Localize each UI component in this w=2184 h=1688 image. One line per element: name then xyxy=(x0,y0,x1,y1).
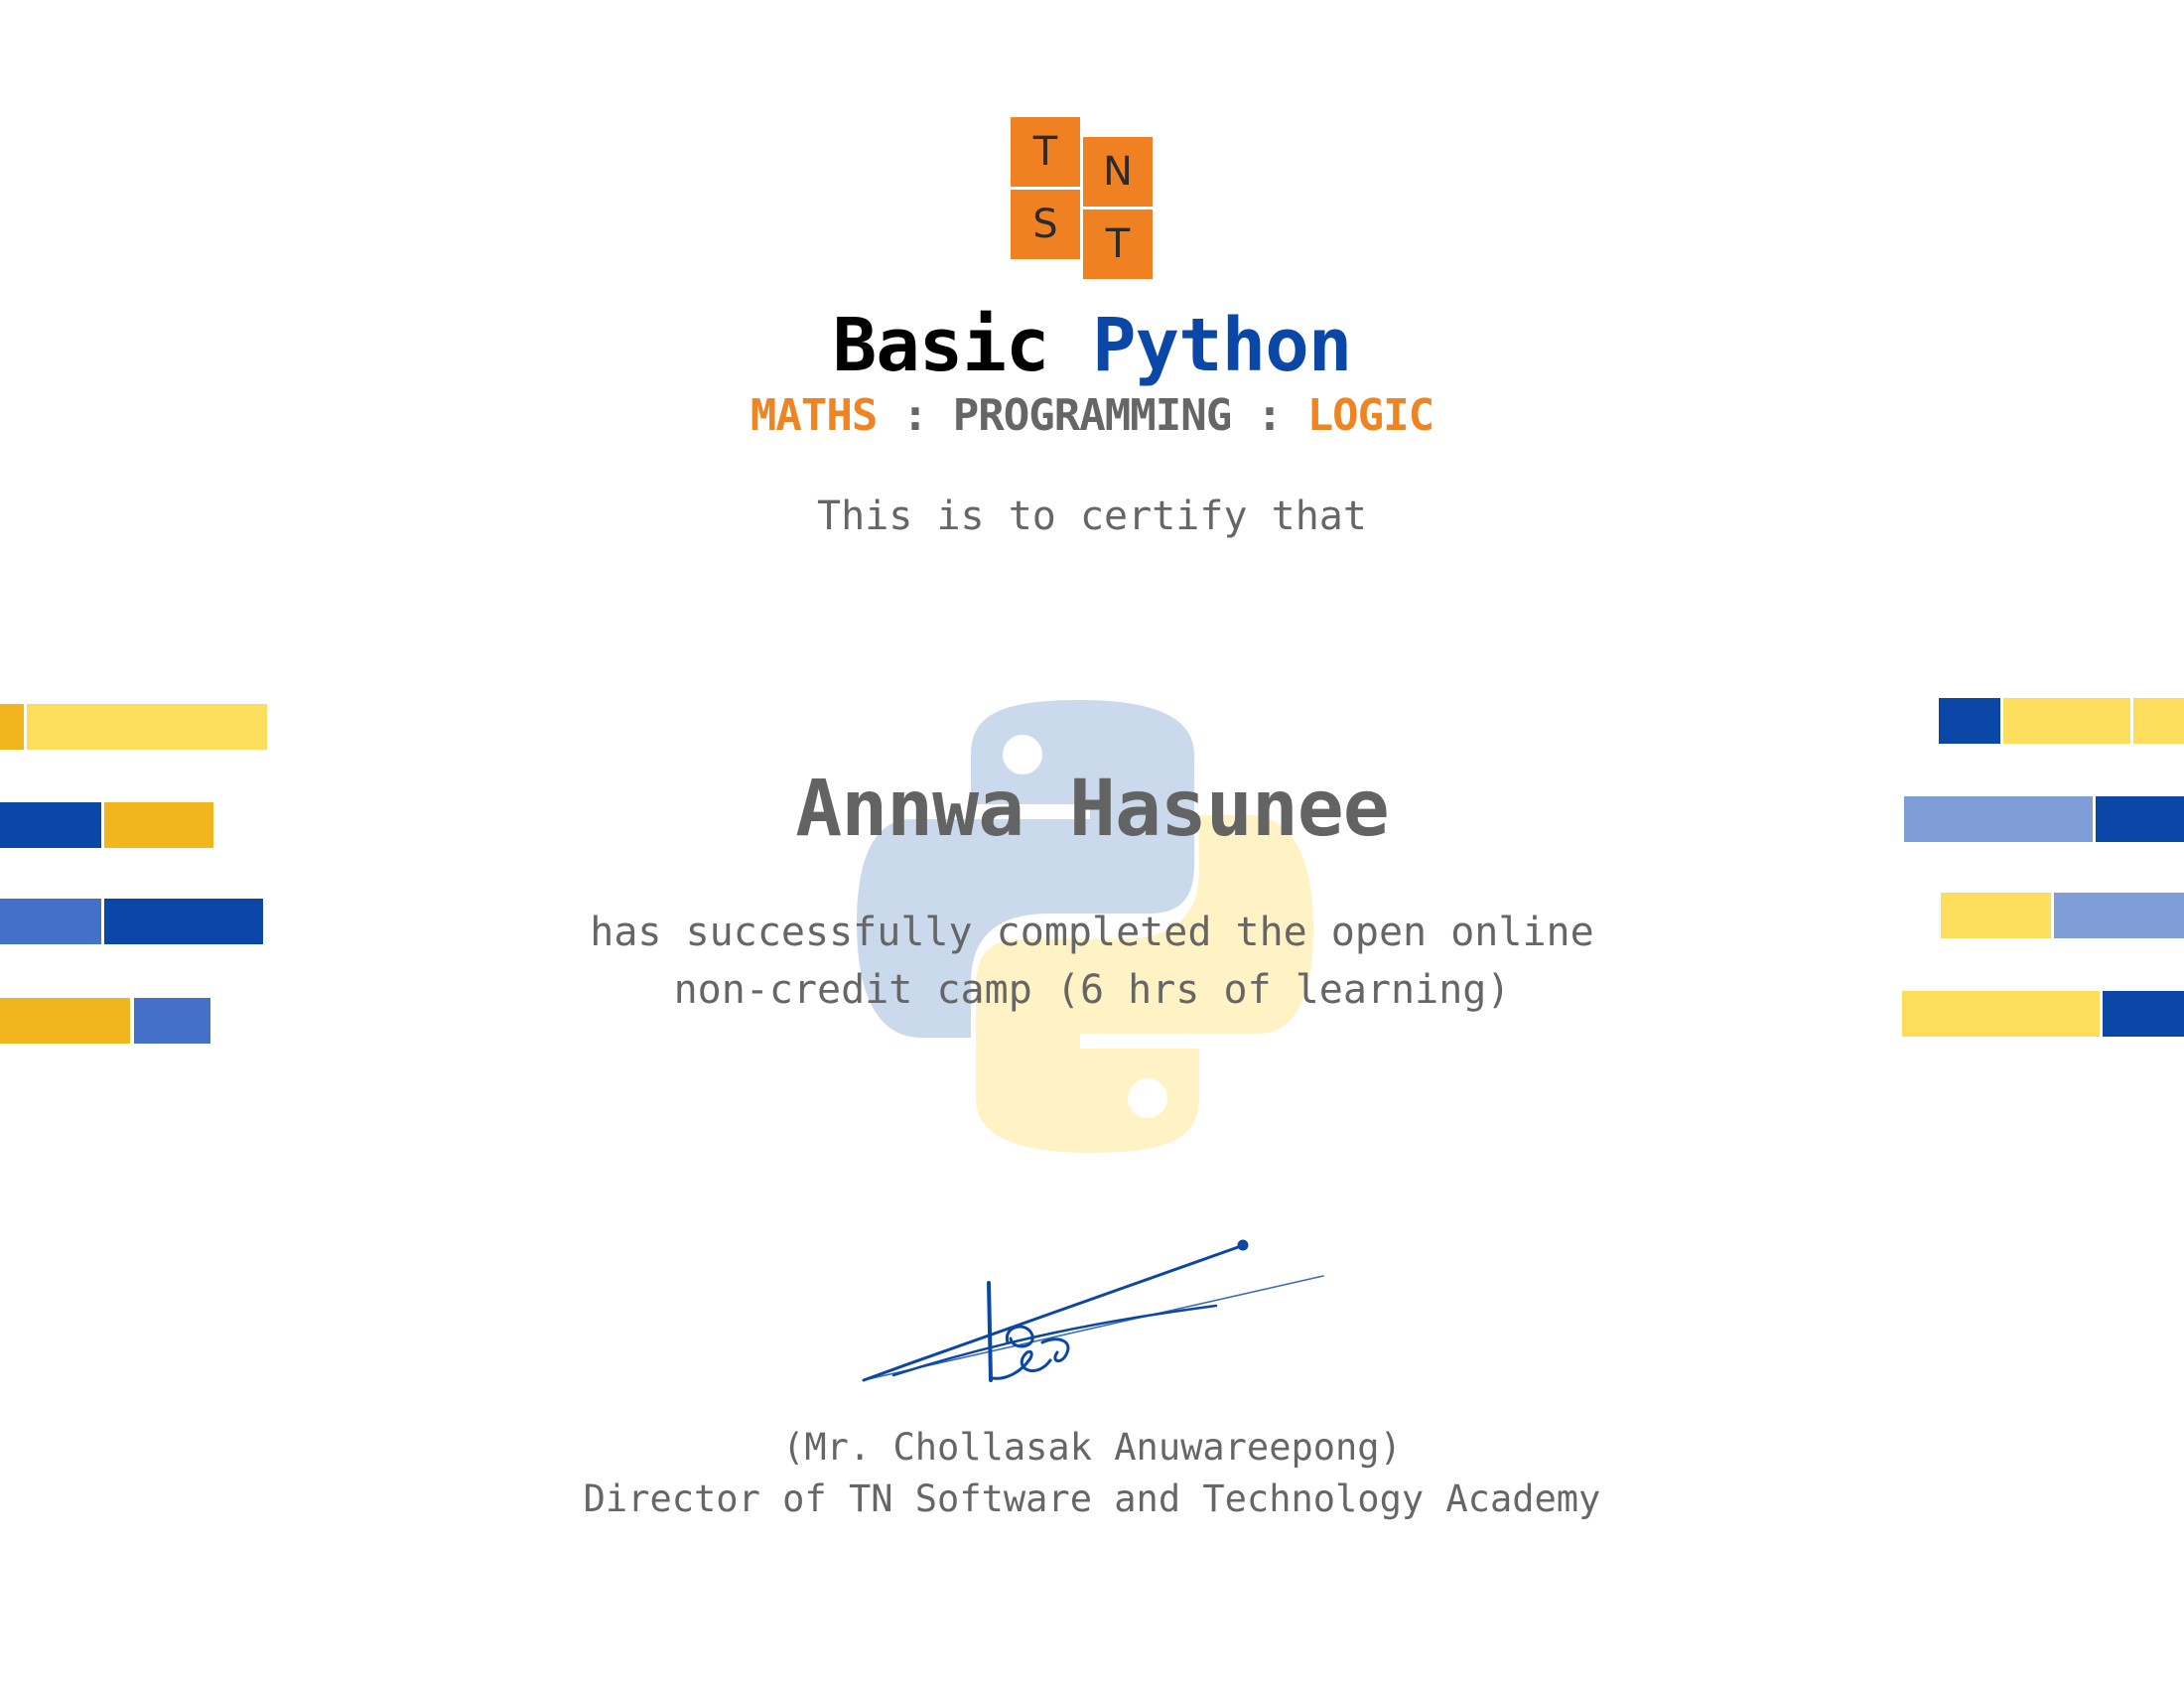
decor-bar xyxy=(1904,796,2093,842)
certify-intro: This is to certify that xyxy=(817,493,1367,539)
decor-bar xyxy=(0,802,101,848)
decor-bar xyxy=(1902,991,2100,1037)
completion-statement xyxy=(0,904,2184,1019)
certificate-title xyxy=(0,303,2184,388)
tagline-programming: PROGRAMMING xyxy=(952,390,1232,441)
logo-tile-s: S xyxy=(1011,190,1080,259)
tnst-logo-icon xyxy=(1011,117,1155,278)
logo-tile-t2: T xyxy=(1083,210,1153,279)
decor-bar xyxy=(104,899,263,944)
completion-line-1: has successfully completed the open online xyxy=(590,910,1594,955)
logo-tile-n: N xyxy=(1083,137,1153,207)
signer-position: Director of TN Software and Technology Academy xyxy=(583,1477,1601,1520)
decor-bar xyxy=(0,998,130,1044)
decor-bar xyxy=(1939,698,2000,744)
logo-tile-t: T xyxy=(1011,117,1080,187)
decor-bar xyxy=(2133,698,2184,744)
decor-bar xyxy=(2054,893,2184,938)
tagline-separator: : xyxy=(877,390,953,441)
decor-bar xyxy=(2096,796,2184,842)
completion-line-2: non-credit camp (6 hrs of learning) xyxy=(673,967,1511,1013)
decor-bar xyxy=(0,899,101,944)
tagline xyxy=(0,390,2184,441)
decor-bar xyxy=(134,998,210,1044)
recipient-name: Annwa Hasunee xyxy=(795,765,1389,854)
decor-bar xyxy=(2103,991,2184,1037)
decor-bar xyxy=(0,704,24,750)
signature-icon xyxy=(854,1231,1330,1390)
tagline-logic: LOGIC xyxy=(1306,390,1434,441)
decor-bar xyxy=(104,802,213,848)
decor-bar xyxy=(27,704,267,750)
decor-bar xyxy=(1941,893,2051,938)
signer-block xyxy=(0,1422,2184,1525)
tagline-separator: : xyxy=(1231,390,1307,441)
signer-name: (Mr. Chollasak Anuwareepong) xyxy=(782,1426,1402,1469)
title-basic: Basic xyxy=(832,303,1049,388)
title-python: Python xyxy=(1092,303,1352,388)
tagline-maths: MATHS xyxy=(750,390,878,441)
decor-bar xyxy=(2003,698,2130,744)
